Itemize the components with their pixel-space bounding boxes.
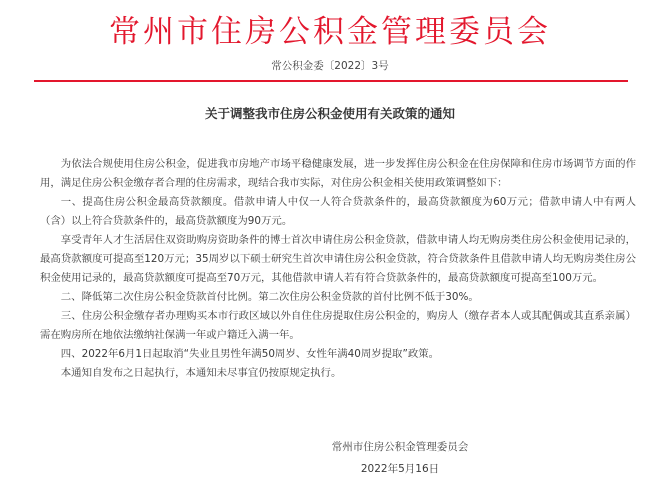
notice-body [40, 155, 636, 383]
paragraph-effective: 本通知自发布之日起执行，本通知未尽事宜仍按原规定执行。 [60, 367, 342, 379]
paragraph-item-2: 二、降低第二次住房公积金贷款首付比例。第二次住房公积金贷款的首付比例不低于30%。 [60, 291, 479, 303]
red-header-rule [34, 80, 628, 82]
paragraph-item-1: 一、提高住房公积金最高贷款额度。借款申请人中仅一人符合贷款条件的，最高贷款额度为60万元；借款申请人中有两人（含）以上符合贷款条件的，最高贷款额度为90万元。 [40, 196, 636, 227]
notice-title: 关于调整我市住房公积金使用有关政策的通知 [204, 106, 455, 121]
paragraph-item-3: 三、住房公积金缴存者办理购买本市行政区域以外自住住房提取住房公积金的，购房人（缴存者本人或其配偶或其直系亲属）需在购房所在地依法缴纳社保满一年或户籍迁入满一年。 [40, 310, 636, 341]
paragraph-item-4: 四、2022年6月1日起取消“失业且男性年满50周岁、女性年满40周岁提取”政策。 [60, 348, 439, 360]
paragraph-intro: 为依法合规使用住房公积金，促进我市房地产市场平稳健康发展，进一步发挥住房公积金在住房保障和住房市场调节方面的作用，满足住房公积金缴存者合理的住房需求，现结合我市实际，对住房公积金相关使用政策调整如下： [40, 158, 636, 189]
org-title: 常州市住房公积金管理委员会 [109, 14, 551, 50]
document-number: 常公积金委〔2022〕3号 [271, 60, 389, 72]
issue-date: 2022年5月16日 [360, 463, 440, 475]
paragraph-item-1-supplement: 享受青年人才生活居住双资助购房资助条件的博士首次申请住房公积金贷款，借款申请人均无购房类住房公积金使用记录的，最高贷款额度可提高至120万元；35周岁以下硕士研究生首次申请住房公积金贷款，符合贷款条件且借款申请人均无购房类住房公积金使用记录的，最高贷款额度可提高至70万元，其他借款申请人若有符合贷款条件的，最高贷款额度可提高至100万元。 [40, 234, 636, 284]
issuer-name: 常州市住房公积金管理委员会 [331, 441, 469, 453]
signature-block [300, 436, 500, 480]
